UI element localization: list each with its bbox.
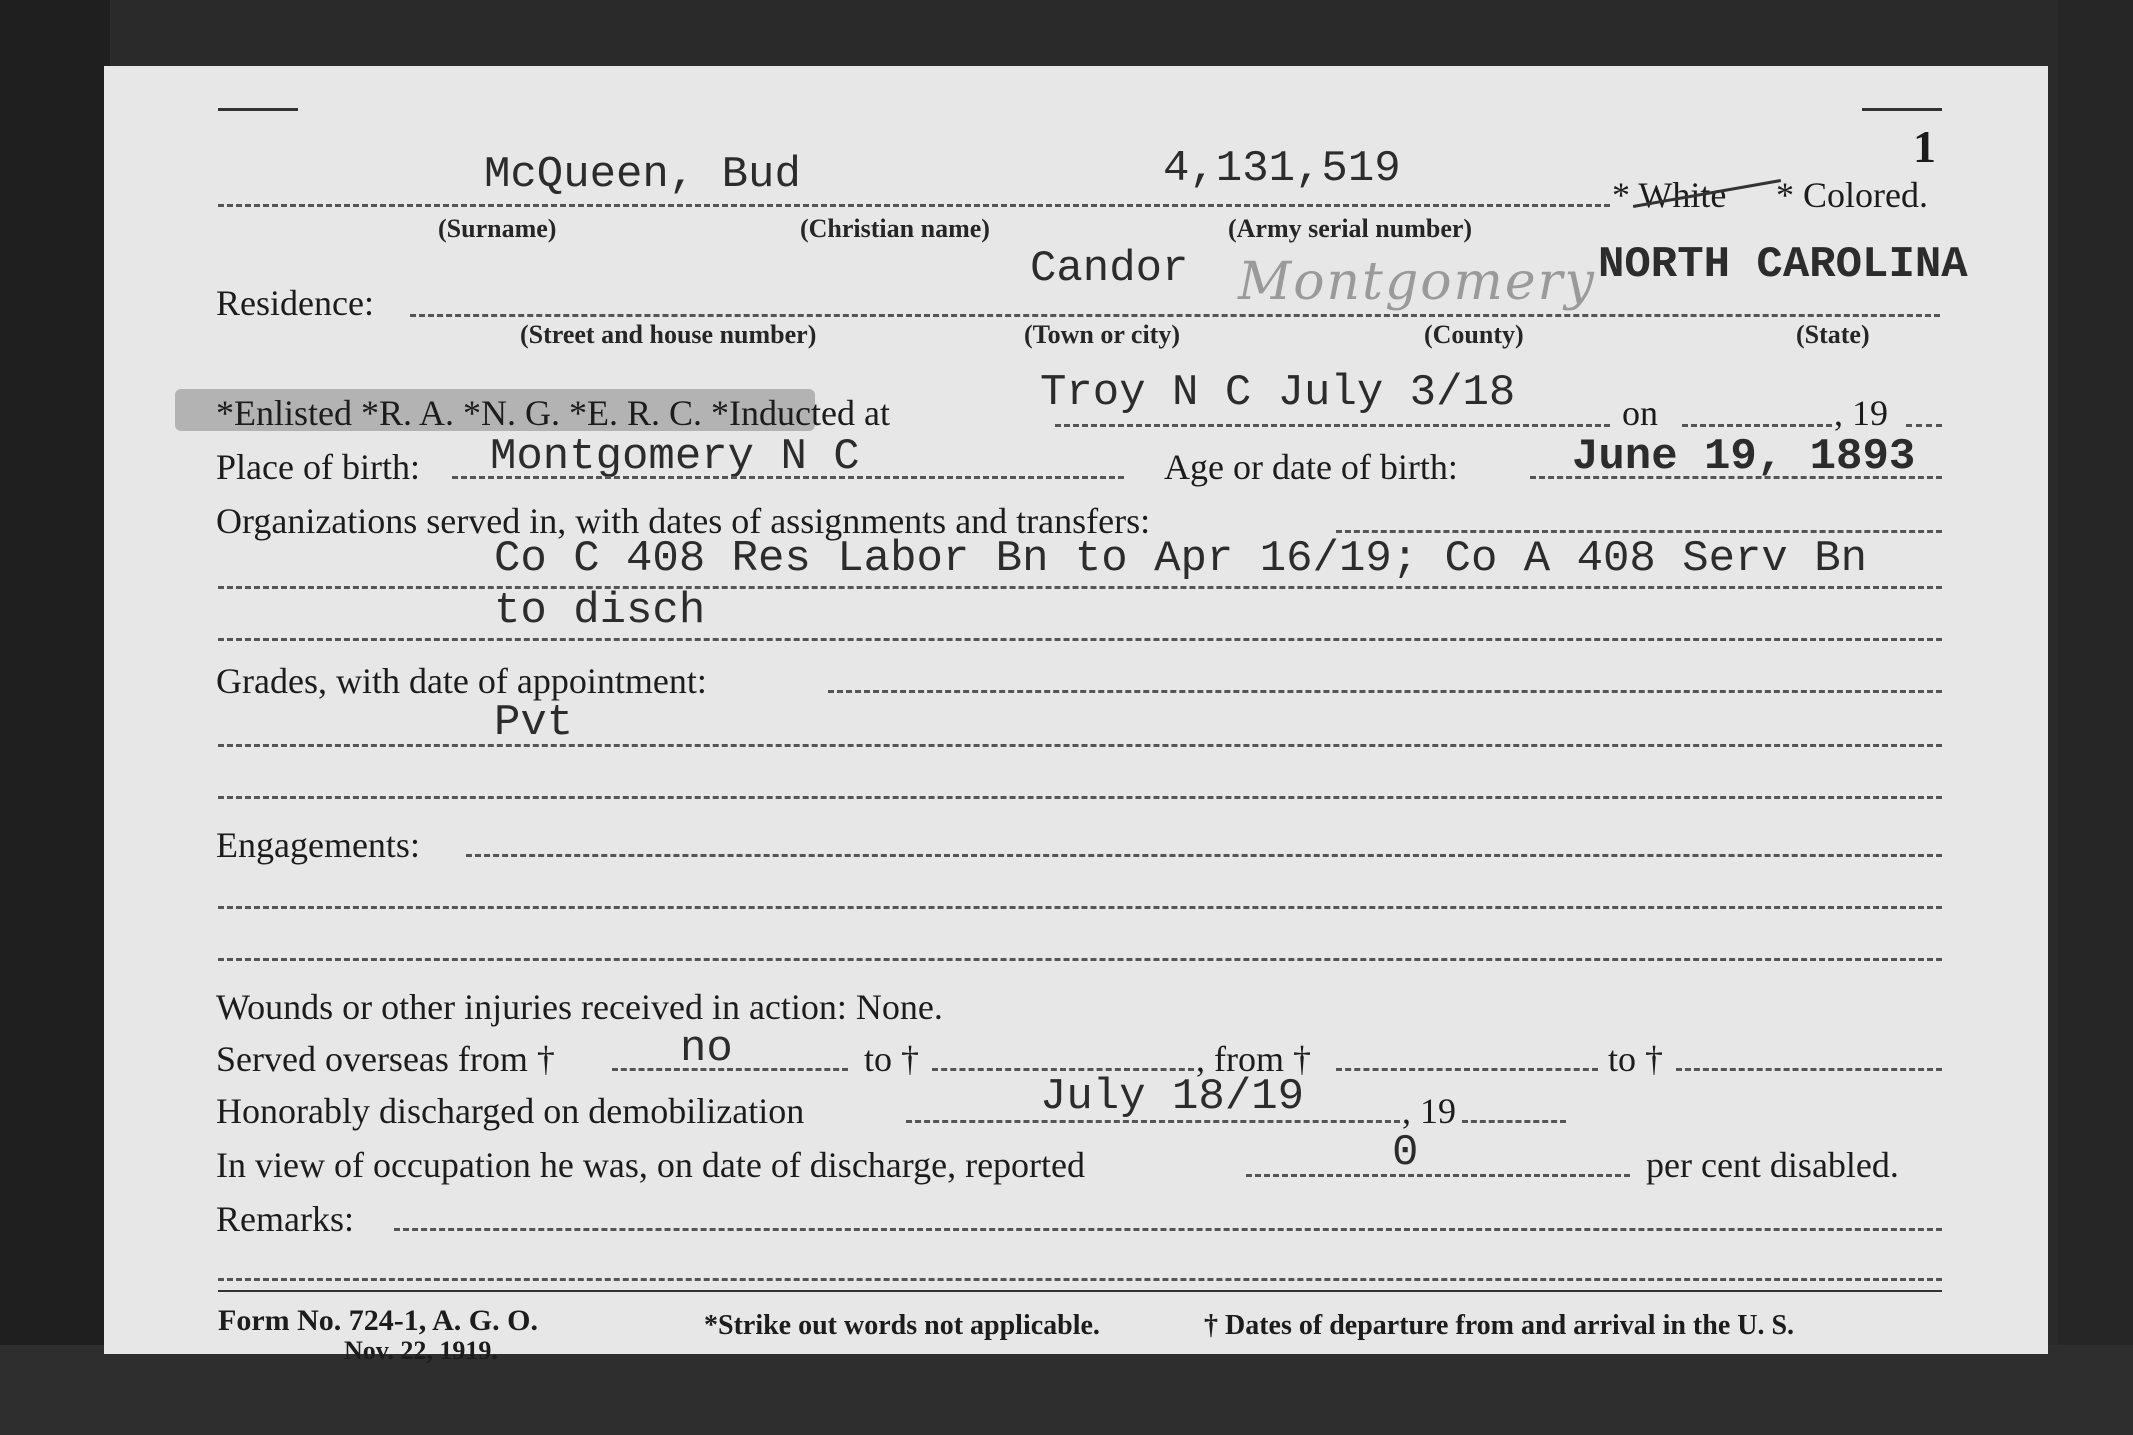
state-caption: (State) — [1796, 320, 1870, 349]
wounds-text: Wounds or other injuries received in action: None. — [216, 987, 943, 1027]
overseas-value: no — [680, 1024, 733, 1074]
overseas-to-line — [932, 1068, 1194, 1071]
on-line — [1682, 424, 1832, 427]
engagements-line-2 — [218, 958, 1942, 961]
footnote-dates: † Dates of departure from and arrival in the U. S. — [1204, 1310, 1795, 1341]
occupation-label: In view of occupation he was, on date of discharge, reported — [216, 1145, 1086, 1185]
page-number: 1 — [1913, 121, 1936, 172]
surname-caption: (Surname) — [438, 214, 557, 243]
discharge-year-line — [1462, 1120, 1566, 1123]
scan-left-border — [0, 0, 110, 1435]
discharge-label: Honorably discharged on demobilization — [216, 1091, 805, 1131]
race-white-label: * White — [1612, 175, 1727, 215]
organizations-label: Organizations served in, with dates of assignments and transfers: — [216, 501, 1151, 541]
grades-line-0 — [828, 690, 1942, 693]
remarks-label: Remarks: — [216, 1199, 354, 1239]
footnote-strike: *Strike out words not applicable. — [704, 1310, 1100, 1341]
form-number: Form No. 724-1, A. G. O. — [218, 1304, 538, 1337]
surname-value: McQueen, Bud — [484, 150, 801, 200]
remarks-line-1 — [218, 1278, 1942, 1281]
bottom-rule — [218, 1290, 1942, 1292]
race-colored-label: * Colored. — [1776, 175, 1928, 215]
inducted-value: Troy N C July 3/18 — [1040, 368, 1516, 418]
organizations-line-2: to disch — [494, 586, 706, 636]
town-caption: (Town or city) — [1024, 320, 1180, 349]
overseas-to2-label: to † — [1608, 1039, 1664, 1079]
age-label: Age or date of birth: — [1164, 447, 1458, 487]
overseas-label: Served overseas from † — [216, 1039, 555, 1079]
birthplace-value: Montgomery N C — [490, 432, 860, 482]
discharge-value: July 18/19 — [1040, 1072, 1305, 1122]
county-caption: (County) — [1424, 320, 1524, 349]
year-19-label: , 19 — [1834, 393, 1888, 433]
engagements-line-0 — [466, 854, 1942, 857]
enlisted-label: *Enlisted *R. A. *N. G. *E. R. C. *Inducted at — [216, 393, 890, 433]
organizations-line-1: Co C 408 Res Labor Bn to Apr 16/19; Co A 408 Serv Bn — [494, 534, 1868, 584]
serial-value: 4,131,519 — [1163, 144, 1401, 194]
engagements-line-1 — [218, 906, 1942, 909]
birthplace-line — [452, 476, 1124, 479]
top-right-rule — [1862, 108, 1942, 111]
age-line — [1530, 476, 1942, 479]
birthplace-label: Place of birth: — [216, 447, 420, 487]
overseas-to-label: to † — [864, 1039, 920, 1079]
engagements-label: Engagements: — [216, 825, 420, 865]
town-value: Candor — [1030, 244, 1189, 294]
org-line-1 — [218, 586, 1942, 589]
year-line — [1906, 424, 1942, 427]
grades-line-2 — [218, 796, 1942, 799]
disabled-line — [1246, 1174, 1630, 1177]
form-date: Nov. 22, 1919. — [344, 1336, 498, 1365]
serial-caption: (Army serial number) — [1228, 214, 1473, 243]
scan-bottom-border — [0, 1345, 2133, 1435]
residence-label: Residence: — [216, 283, 374, 323]
remarks-line-0 — [394, 1228, 1942, 1231]
residence-line — [410, 314, 1940, 317]
org-line-0 — [1336, 530, 1942, 533]
grades-line-1 — [218, 744, 1942, 747]
on-label: on — [1622, 393, 1658, 433]
disabled-value: 0 — [1392, 1128, 1419, 1178]
christian-name-caption: (Christian name) — [800, 214, 990, 243]
overseas-to2-line — [1676, 1068, 1942, 1071]
scan-right-border — [2058, 0, 2133, 1435]
name-line — [218, 204, 1610, 207]
inducted-line — [1055, 424, 1610, 427]
discharge-line — [906, 1120, 1400, 1123]
street-caption: (Street and house number) — [520, 320, 817, 349]
overseas-from2-line — [1336, 1068, 1598, 1071]
grades-label: Grades, with date of appointment: — [216, 661, 707, 701]
overseas-from2-label: , from † — [1196, 1039, 1311, 1079]
county-value: Montgomery — [1238, 252, 1596, 312]
top-left-rule — [218, 108, 298, 111]
org-line-2 — [218, 638, 1942, 641]
discharge-19-label: , 19 — [1402, 1091, 1456, 1131]
grades-value: Pvt — [494, 698, 574, 748]
disabled-suffix: per cent disabled. — [1646, 1145, 1899, 1185]
state-value: NORTH CAROLINA — [1598, 240, 1968, 290]
age-value: June 19, 1893 — [1572, 432, 1916, 482]
